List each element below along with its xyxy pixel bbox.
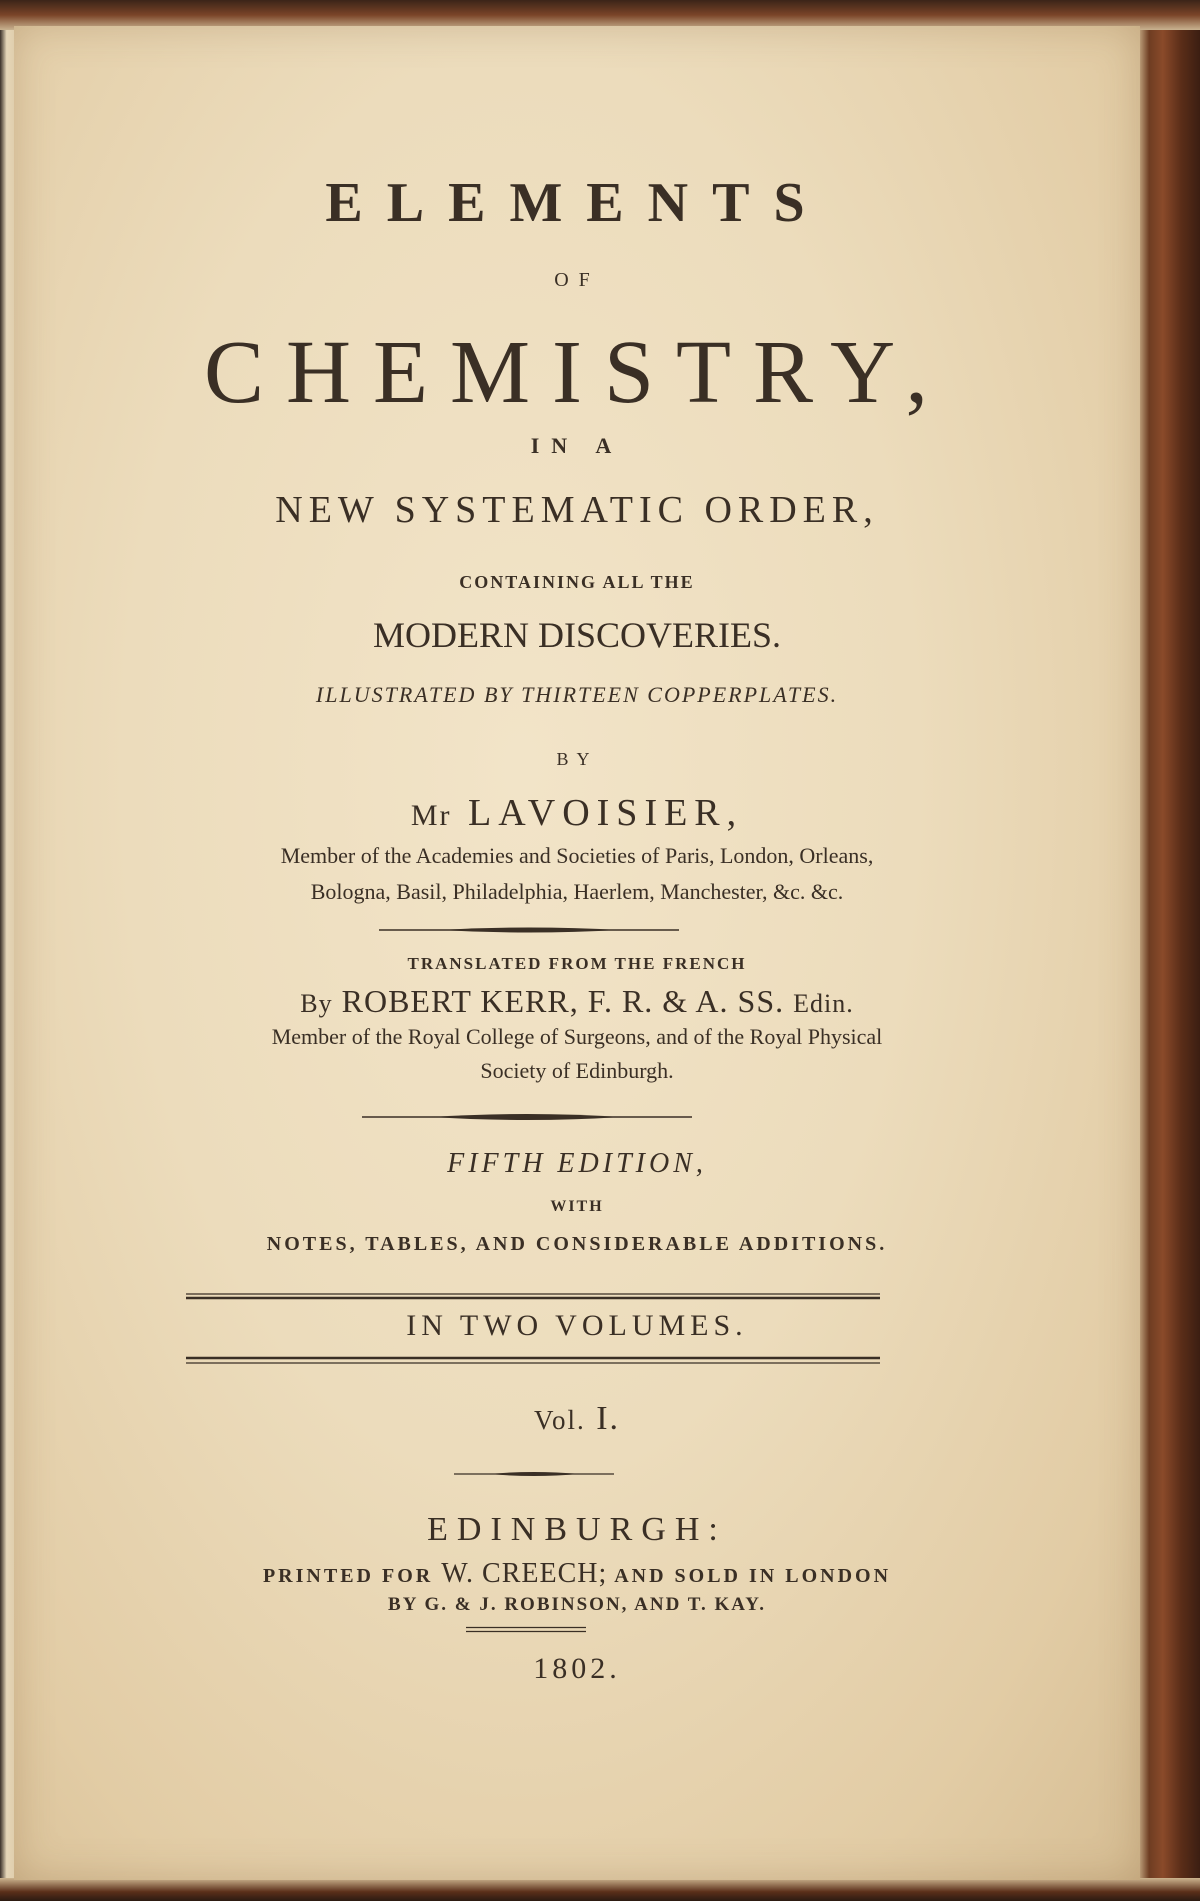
imprint-sellers: BY G. & J. ROBINSON, AND T. KAY. xyxy=(388,1594,766,1615)
title-line-in-a: IN A xyxy=(530,433,624,458)
translator-membership-2: Society of Edinburgh. xyxy=(480,1058,674,1083)
printer-name: W. CREECH; xyxy=(441,1558,608,1589)
author-name: LAVOISIER, xyxy=(468,792,744,834)
translated-from: TRANSLATED FROM THE FRENCH xyxy=(407,954,747,973)
volumes-line: IN TWO VOLUMES. xyxy=(406,1309,748,1342)
double-rule-top xyxy=(186,1292,880,1300)
author-prefix: Mr xyxy=(410,799,452,832)
ornamental-rule-3 xyxy=(454,1470,614,1478)
volume-number-line xyxy=(14,1400,1140,1438)
volume-prefix: Vol. xyxy=(533,1405,586,1435)
imprint-year: 1802. xyxy=(533,1652,621,1685)
translator-membership-1: Member of the Royal College of Surgeons, and of the Royal Physical xyxy=(271,1024,883,1049)
printed-for: PRINTED FOR xyxy=(262,1565,434,1587)
title-line-modern: MODERN DISCOVERIES. xyxy=(372,615,782,655)
title-line-elements: ELEMENTS xyxy=(325,172,829,234)
title-line-of: OF xyxy=(554,269,600,291)
book-binding-right xyxy=(1138,0,1200,1901)
title-line-containing: CONTAINING ALL THE xyxy=(459,572,695,592)
author-by: BY xyxy=(556,749,598,769)
author-membership-1: Member of the Academies and Societies of Paris, London, Orleans, xyxy=(280,843,874,868)
translator-by: By xyxy=(300,989,333,1018)
with-line: WITH xyxy=(550,1198,604,1215)
sold-in: AND SOLD IN LONDON xyxy=(614,1565,892,1587)
double-rule-bottom xyxy=(186,1356,880,1366)
edition-line: FIFTH EDITION, xyxy=(447,1148,707,1179)
imprint-printer-line xyxy=(14,1558,1140,1590)
ornamental-rule-2 xyxy=(362,1112,692,1122)
volume-number: I. xyxy=(596,1400,621,1437)
title-page xyxy=(14,26,1140,1880)
title-line-illustrated: ILLUSTRATED BY THIRTEEN COPPERPLATES. xyxy=(315,682,839,707)
title-line-chemistry: CHEMISTRY, xyxy=(204,323,950,422)
author-membership-2: Bologna, Basil, Philadelphia, Haerlem, Manchester, &c. &c. xyxy=(310,879,844,904)
ornamental-rule-1 xyxy=(379,926,679,934)
book-binding-bottom xyxy=(0,1878,1200,1901)
author-line xyxy=(14,791,1140,835)
short-double-rule xyxy=(466,1626,586,1633)
title-line-new-order: NEW SYSTEMATIC ORDER, xyxy=(275,489,879,531)
notes-line: NOTES, TABLES, AND CONSIDERABLE ADDITIONS. xyxy=(266,1233,888,1255)
translator-city: Edin. xyxy=(793,989,854,1018)
translator-name: ROBERT KERR, F. R. & A. SS. xyxy=(341,983,785,1019)
translator-line xyxy=(14,983,1140,1020)
imprint-place: EDINBURGH: xyxy=(427,1511,727,1548)
